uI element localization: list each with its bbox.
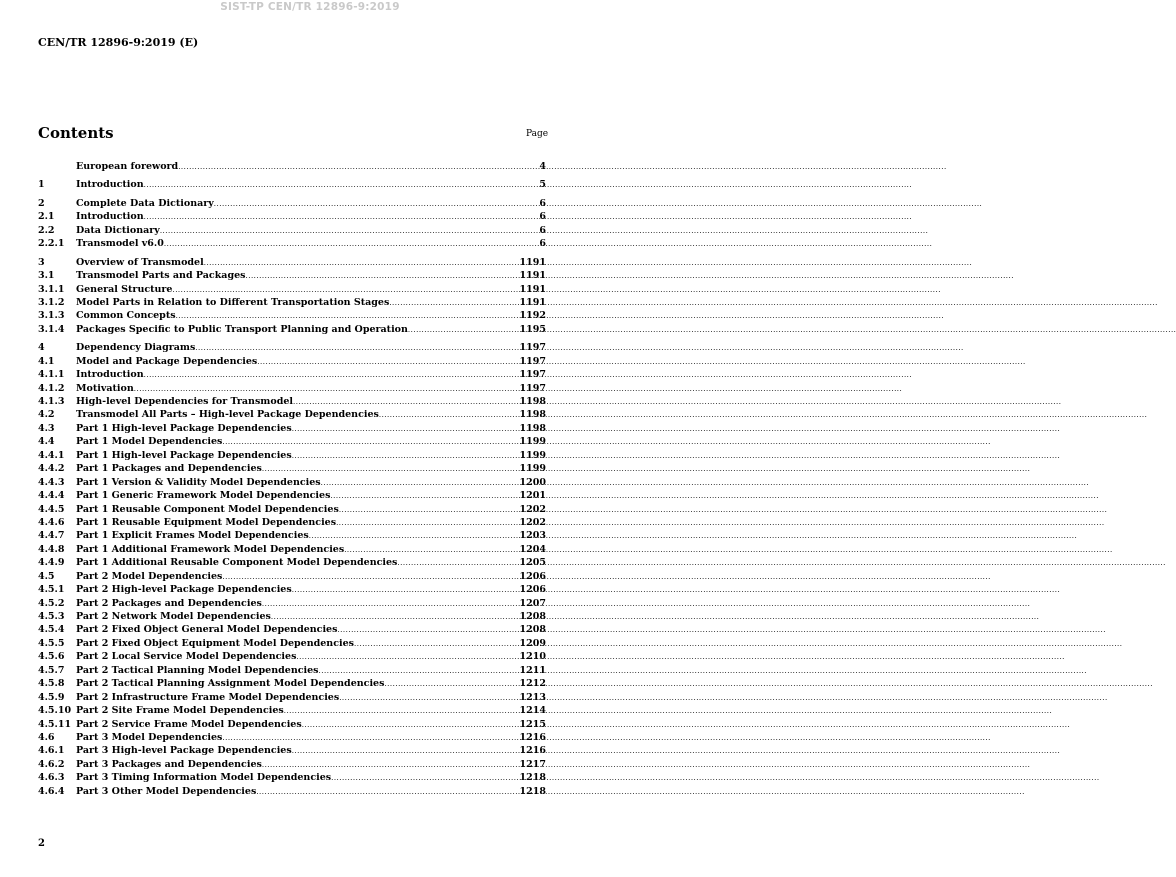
toc-leader-dots xyxy=(144,179,539,192)
toc-entry-title: Part 1 High-level Package Dependencies xyxy=(76,449,292,461)
toc-entry[interactable] xyxy=(38,178,546,191)
toc-entry-title: Part 2 Packages and Dependencies xyxy=(76,597,262,609)
toc-entry-title: Part 1 Version & Validity Model Dependencies xyxy=(76,476,321,488)
toc-entry[interactable] xyxy=(38,583,546,596)
toc-entry[interactable] xyxy=(38,449,546,462)
toc-leader-dots xyxy=(339,504,519,517)
toc-entry-title: High-level Dependencies for Transmodel xyxy=(76,396,293,407)
toc-entry[interactable] xyxy=(38,597,546,610)
toc-entry-number: 2.1 xyxy=(38,211,55,223)
toc-entry-number: 4.4.3 xyxy=(38,476,65,488)
toc-entry-title: General Structure xyxy=(76,283,173,295)
toc-leader-dots xyxy=(293,396,519,409)
toc-entry-number: 4.1.3 xyxy=(38,396,65,407)
watermark: SIST-TP CEN/TR 12896-9:2019 xyxy=(220,1,400,13)
toc-leader-dots xyxy=(178,161,538,174)
toc-entry-number: 3.1.2 xyxy=(38,296,65,308)
toc-entry-title: Part 1 Additional Reusable Component Model Dependencies xyxy=(76,557,398,569)
toc-leader-dots xyxy=(246,270,519,283)
toc-entry[interactable] xyxy=(38,395,546,408)
toc-entry-page: 1202 xyxy=(519,503,546,515)
toc-entry-title: Part 2 Fixed Object General Model Dependencies xyxy=(76,624,338,636)
toc-entry-number: 4.5.2 xyxy=(38,597,65,609)
toc-entry-number: 4.4.6 xyxy=(38,516,65,528)
toc-entry-title: Part 2 High-level Package Dependencies xyxy=(76,584,292,596)
toc-entry-page: 1215 xyxy=(519,718,546,730)
toc-entry-title: Motivation xyxy=(76,382,134,394)
toc-entry-number: 4.5.11 xyxy=(38,718,72,730)
toc-entry[interactable] xyxy=(38,556,546,569)
toc-entry-page: 1217 xyxy=(519,758,546,770)
toc-entry-number: 4.4.9 xyxy=(38,557,65,569)
toc-entry-title: Dependency Diagrams xyxy=(76,342,196,354)
toc-entry-title: Transmodel Parts and Packages xyxy=(76,270,246,282)
toc-entry-number: 4.1 xyxy=(38,355,55,367)
contents-heading: Contents xyxy=(38,124,114,142)
toc-entry-number: 4.4.1 xyxy=(38,449,65,461)
toc-entry-title: Data Dictionary xyxy=(76,224,160,236)
toc-entry-number: 4.4.4 xyxy=(38,490,65,502)
toc-leader-dots xyxy=(339,692,518,705)
toc-leader-dots xyxy=(296,651,518,664)
toc-entry[interactable] xyxy=(38,691,546,704)
toc-entry-number: 4.5.6 xyxy=(38,651,65,663)
toc-entry[interactable] xyxy=(38,704,546,717)
toc-entry[interactable] xyxy=(38,785,546,798)
toc-entry[interactable] xyxy=(38,368,546,381)
toc-entry[interactable] xyxy=(38,408,546,421)
toc-entry[interactable] xyxy=(38,503,546,516)
toc-entry-title: Common Concepts xyxy=(76,310,176,322)
toc-leader-dots xyxy=(302,719,519,732)
toc-entry-page: 1205 xyxy=(519,557,546,569)
toc-entry-title: Part 2 Model Dependencies xyxy=(76,570,223,582)
toc-leader-dots xyxy=(164,238,539,251)
toc-leader-dots xyxy=(256,786,518,799)
toc-leader-dots xyxy=(271,611,519,624)
toc-entry-page: 1206 xyxy=(519,584,546,596)
toc-entry-page: 1200 xyxy=(519,476,546,488)
toc-entry-page: 1216 xyxy=(519,731,546,743)
toc-entry[interactable] xyxy=(38,570,546,583)
toc-entry-page: 1214 xyxy=(519,705,546,717)
toc-leader-dots xyxy=(319,665,519,678)
toc-leader-dots xyxy=(262,598,519,611)
toc-entry-number: 4.5.8 xyxy=(38,678,65,690)
toc-entry-page: 1198 xyxy=(519,396,546,407)
toc-leader-dots xyxy=(176,310,519,323)
toc-leader-dots xyxy=(172,284,518,297)
toc-entry[interactable] xyxy=(38,323,546,336)
toc-entry[interactable] xyxy=(38,650,546,663)
toc-entry-number: 4.5.4 xyxy=(38,624,65,636)
toc-leader-dots xyxy=(160,225,539,238)
toc-leader-dots xyxy=(309,530,519,543)
toc-entry-number: 2 xyxy=(38,197,45,209)
toc-leader-dots xyxy=(292,745,519,758)
toc-leader-dots xyxy=(262,463,519,476)
toc-entry-page: 1213 xyxy=(519,691,546,703)
toc-entry-title: Part 2 Infrastructure Frame Model Dependencies xyxy=(76,691,340,703)
toc-entry[interactable] xyxy=(38,341,546,354)
toc-entry[interactable] xyxy=(38,283,546,296)
toc-entry-number: 4.5 xyxy=(38,570,55,582)
toc-entry-number: 4.5.5 xyxy=(38,637,65,649)
toc-entry-number: 4.1.1 xyxy=(38,369,65,381)
toc-entry-number: 1 xyxy=(38,179,45,191)
toc-entry-title: Part 1 High-level Package Dependencies xyxy=(76,422,292,434)
toc-entry-page: 1216 xyxy=(519,745,546,757)
toc-entry[interactable] xyxy=(38,758,546,771)
table-of-contents xyxy=(38,160,546,798)
toc-entry[interactable] xyxy=(38,382,546,395)
toc-leader-dots xyxy=(331,772,518,785)
toc-entry[interactable] xyxy=(38,422,546,435)
toc-entry-number: 4.6.3 xyxy=(38,772,65,784)
toc-leader-dots xyxy=(195,342,518,355)
toc-entry-number: 4.6 xyxy=(38,731,55,743)
toc-entry-number: 4.2 xyxy=(38,409,55,421)
toc-entry-page: 1207 xyxy=(519,597,546,609)
toc-entry-page: 1208 xyxy=(519,611,546,622)
toc-entry-number: 4.6.1 xyxy=(38,745,65,757)
toc-entry-number: 4.5.9 xyxy=(38,691,65,703)
toc-entry-page: 1199 xyxy=(519,463,546,475)
toc-entry-page: 1191 xyxy=(519,270,546,282)
toc-entry[interactable] xyxy=(38,476,546,489)
toc-entry[interactable] xyxy=(38,731,546,744)
toc-entry-number: 2.2.1 xyxy=(38,238,65,250)
toc-entry-page: 1203 xyxy=(519,530,546,542)
toc-leader-dots xyxy=(284,705,519,718)
toc-entry-page: 1195 xyxy=(519,323,546,335)
toc-entry-page: 1208 xyxy=(519,624,546,636)
toc-entry-page: 1199 xyxy=(519,436,546,448)
toc-leader-dots xyxy=(408,324,519,337)
toc-entry-page: 1191 xyxy=(519,283,546,295)
toc-entry[interactable] xyxy=(38,718,546,731)
toc-entry-title: Part 1 Packages and Dependencies xyxy=(76,463,262,475)
toc-entry[interactable] xyxy=(38,197,546,210)
toc-entry-title: Part 3 Packages and Dependencies xyxy=(76,758,262,770)
toc-entry-page: 6 xyxy=(539,238,546,250)
toc-entry-page: 1212 xyxy=(519,678,546,690)
toc-entry-number: 4.4.2 xyxy=(38,463,65,475)
toc-leader-dots xyxy=(292,450,519,463)
toc-entry-number: 3.1 xyxy=(38,270,55,282)
toc-entry[interactable] xyxy=(38,210,546,223)
toc-entry-title: Part 1 Reusable Component Model Dependencies xyxy=(76,503,339,515)
toc-leader-dots xyxy=(292,584,519,597)
toc-entry-number: 4.5.3 xyxy=(38,611,65,622)
toc-entry-number: 4.5.1 xyxy=(38,584,65,596)
toc-leader-dots xyxy=(384,678,518,691)
toc-entry-title: Part 2 Tactical Planning Model Dependencies xyxy=(76,664,319,676)
toc-entry[interactable] xyxy=(38,543,546,556)
toc-entry[interactable] xyxy=(38,256,546,269)
toc-entry-page: 1198 xyxy=(519,422,546,434)
toc-entry-title: Part 2 Service Frame Model Dependencies xyxy=(76,718,302,730)
toc-entry-page: 1197 xyxy=(519,355,546,367)
toc-entry[interactable] xyxy=(38,435,546,448)
toc-entry[interactable] xyxy=(38,489,546,502)
toc-entry-number: 4.5.7 xyxy=(38,664,65,676)
toc-entry[interactable] xyxy=(38,269,546,282)
toc-entry[interactable] xyxy=(38,309,546,322)
toc-entry[interactable] xyxy=(38,237,546,250)
toc-leader-dots xyxy=(336,517,518,530)
toc-leader-dots xyxy=(344,544,518,557)
toc-entry[interactable] xyxy=(38,610,546,623)
toc-entry-number: 4 xyxy=(38,342,45,354)
toc-entry-page: 1209 xyxy=(519,637,546,649)
toc-entry-number: 4.1.2 xyxy=(38,382,65,394)
toc-entry-page: 6 xyxy=(539,211,546,223)
toc-entry[interactable] xyxy=(38,296,546,309)
toc-entry-page: 1206 xyxy=(519,570,546,582)
toc-entry-title: Part 1 Explicit Frames Model Dependencies xyxy=(76,530,309,542)
toc-entry-number: 3.1.1 xyxy=(38,283,65,295)
toc-entry-title: Introduction xyxy=(76,211,144,223)
toc-leader-dots xyxy=(222,571,518,584)
toc-entry-number: 4.4.8 xyxy=(38,543,65,555)
toc-entry-page: 1199 xyxy=(519,449,546,461)
toc-entry-title: Part 2 Fixed Object Equipment Model Dependencies xyxy=(76,637,355,649)
toc-entry-number: 4.4.7 xyxy=(38,530,65,542)
toc-entry-page: 1202 xyxy=(519,516,546,528)
toc-entry-number: 3.1.3 xyxy=(38,310,65,322)
toc-leader-dots xyxy=(379,409,519,422)
toc-entry-title: Transmodel v6.0 xyxy=(76,238,164,250)
toc-entry-title: Introduction xyxy=(76,179,144,191)
toc-leader-dots xyxy=(389,297,518,310)
toc-entry-title: Introduction xyxy=(76,369,144,381)
toc-entry[interactable] xyxy=(38,516,546,529)
toc-leader-dots xyxy=(330,490,518,503)
toc-entry-title: Model Parts in Relation to Different Transportation Stages xyxy=(76,296,390,308)
toc-entry-title: European foreword xyxy=(76,161,179,172)
toc-entry-title: Part 3 High-level Package Dependencies xyxy=(76,745,292,757)
toc-leader-dots xyxy=(214,198,539,211)
toc-entry-title: Part 1 Model Dependencies xyxy=(76,436,223,448)
toc-entry-title: Part 1 Generic Framework Model Dependencies xyxy=(76,490,331,502)
toc-entry-number: 4.6.2 xyxy=(38,758,65,770)
toc-entry-title: Part 3 Timing Information Model Dependencies xyxy=(76,772,332,784)
toc-entry[interactable] xyxy=(38,529,546,542)
toc-entry-title: Part 2 Tactical Planning Assignment Model Dependencies xyxy=(76,678,385,690)
toc-entry-number: 4.3 xyxy=(38,422,55,434)
toc-entry[interactable] xyxy=(38,623,546,636)
toc-leader-dots xyxy=(321,477,519,490)
toc-leader-dots xyxy=(337,624,518,637)
toc-entry-page: 1198 xyxy=(519,409,546,421)
toc-entry-page: 1211 xyxy=(519,664,546,676)
toc-entry-title: Part 2 Network Model Dependencies xyxy=(76,611,271,622)
page-column-label: Page xyxy=(526,129,549,139)
toc-leader-dots xyxy=(262,759,519,772)
toc-entry[interactable] xyxy=(38,224,546,237)
toc-leader-dots xyxy=(134,383,519,396)
toc-entry-page: 1191 xyxy=(519,256,546,268)
toc-entry-page: 1192 xyxy=(519,310,546,322)
toc-entry-number: 3.1.4 xyxy=(38,323,65,335)
toc-entry-title: Part 2 Local Service Model Dependencies xyxy=(76,651,297,663)
toc-entry-page: 1210 xyxy=(519,651,546,663)
toc-entry[interactable] xyxy=(38,462,546,475)
toc-leader-dots xyxy=(144,369,519,382)
toc-entry-page: 1197 xyxy=(519,382,546,394)
toc-entry-page: 1201 xyxy=(519,490,546,502)
toc-entry-number: 4.4 xyxy=(38,436,55,448)
toc-entry-title: Part 3 Other Model Dependencies xyxy=(76,785,257,797)
toc-entry-page: 1204 xyxy=(519,543,546,555)
toc-entry-title: Overview of Transmodel xyxy=(76,256,204,268)
toc-entry-number: 4.5.10 xyxy=(38,705,72,717)
toc-leader-dots xyxy=(144,211,539,224)
toc-leader-dots xyxy=(257,356,518,369)
toc-entry[interactable] xyxy=(38,744,546,757)
page-number: 2 xyxy=(38,838,45,849)
toc-entry[interactable] xyxy=(38,637,546,650)
toc-entry-title: Part 1 Additional Framework Model Dependencies xyxy=(76,543,345,555)
toc-entry-title: Part 1 Reusable Equipment Model Dependencies xyxy=(76,516,337,528)
toc-entry-title: Model and Package Dependencies xyxy=(76,355,258,367)
toc-leader-dots xyxy=(222,732,518,745)
toc-leader-dots xyxy=(354,638,519,651)
toc-entry[interactable] xyxy=(38,160,546,173)
toc-entry-title: Part 2 Site Frame Model Dependencies xyxy=(76,705,284,717)
toc-entry-page: 6 xyxy=(539,224,546,236)
toc-leader-dots xyxy=(222,436,518,449)
toc-leader-dots xyxy=(292,423,519,436)
toc-entry-title: Part 3 Model Dependencies xyxy=(76,731,223,743)
toc-entry[interactable] xyxy=(38,664,546,677)
toc-entry-page: 1197 xyxy=(519,369,546,381)
toc-entry-number: 4.4.5 xyxy=(38,503,65,515)
toc-entry-title: Packages Specific to Public Transport Planning and Operation xyxy=(76,323,408,335)
toc-entry-page: 4 xyxy=(539,161,546,172)
toc-entry-page: 1218 xyxy=(519,772,546,784)
document-id: CEN/TR 12896-9:2019 (E) xyxy=(38,36,199,49)
toc-entry-page: 1197 xyxy=(519,342,546,354)
toc-entry-page: 1218 xyxy=(519,785,546,797)
toc-entry-number: 4.6.4 xyxy=(38,785,65,797)
toc-entry[interactable] xyxy=(38,355,546,368)
toc-entry[interactable] xyxy=(38,771,546,784)
toc-entry[interactable] xyxy=(38,677,546,690)
toc-entry-title: Transmodel All Parts – High-level Package Dependencies xyxy=(76,409,379,421)
toc-entry-page: 1191 xyxy=(519,296,546,308)
toc-leader-dots xyxy=(397,557,518,570)
toc-leader-dots xyxy=(204,257,519,270)
toc-entry-page: 5 xyxy=(539,179,546,191)
toc-entry-page: 6 xyxy=(539,197,546,209)
toc-entry-number: 3 xyxy=(38,256,45,268)
toc-entry-number: 2.2 xyxy=(38,224,55,236)
toc-entry-title: Complete Data Dictionary xyxy=(76,197,214,209)
